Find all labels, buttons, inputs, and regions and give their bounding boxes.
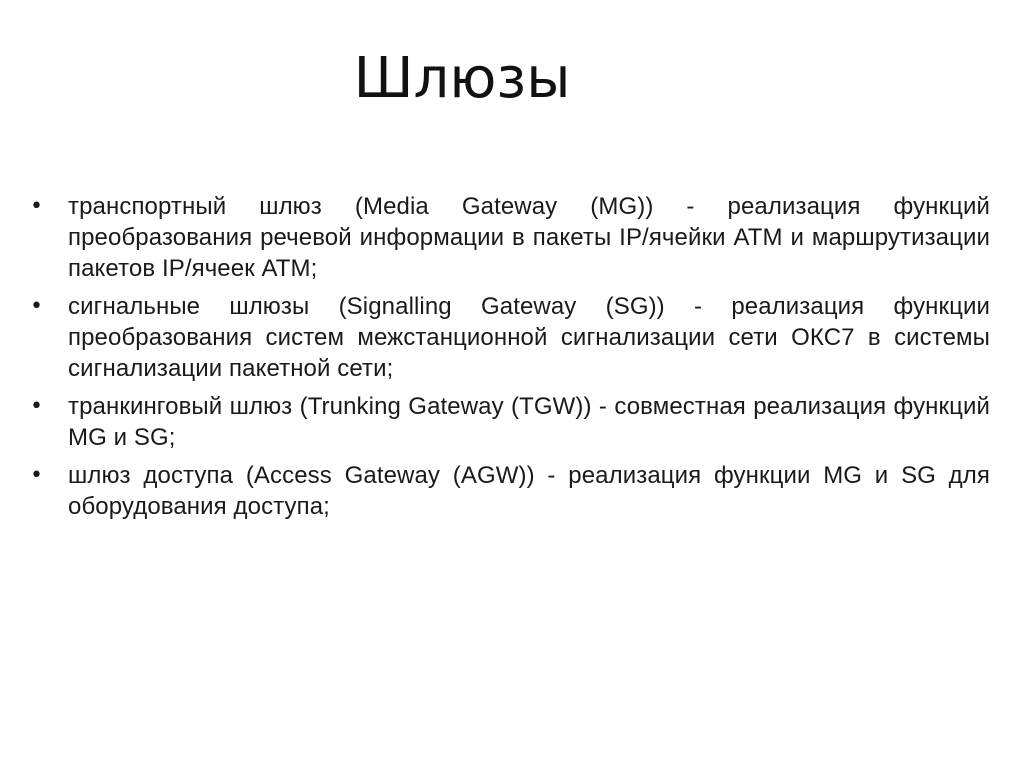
list-item — [30, 191, 990, 284]
list-item — [30, 291, 990, 384]
bullet-list — [30, 191, 990, 529]
bullet-icon: • — [30, 194, 43, 219]
bullet-icon: • — [30, 394, 43, 419]
list-item-text: шлюз доступа (Access Gateway (AGW)) - реализация функции MG и SG для оборудования доступа; — [68, 462, 990, 520]
bullet-icon: • — [30, 294, 43, 319]
bullet-icon: • — [30, 463, 43, 488]
list-item-text: транспортный шлюз (Media Gateway (MG)) - реализация функций преобразования речевой информации в пакеты IP/ячейки АТМ и маршрутизации пакетов IP/ячеек АТМ; — [68, 193, 990, 282]
slide-title: Шлюзы — [353, 46, 571, 111]
list-item — [30, 391, 990, 453]
list-item-text: сигнальные шлюзы (Signalling Gateway (SG)) - реализация функции преобразования систем межстанционной сигнализации сети ОКС7 в системы сигнализации пакетной сети; — [68, 293, 990, 382]
list-item — [30, 460, 990, 522]
list-item-text: транкинговый шлюз (Trunking Gateway (TGW)) - совместная реализация функций MG и SG; — [68, 393, 990, 451]
